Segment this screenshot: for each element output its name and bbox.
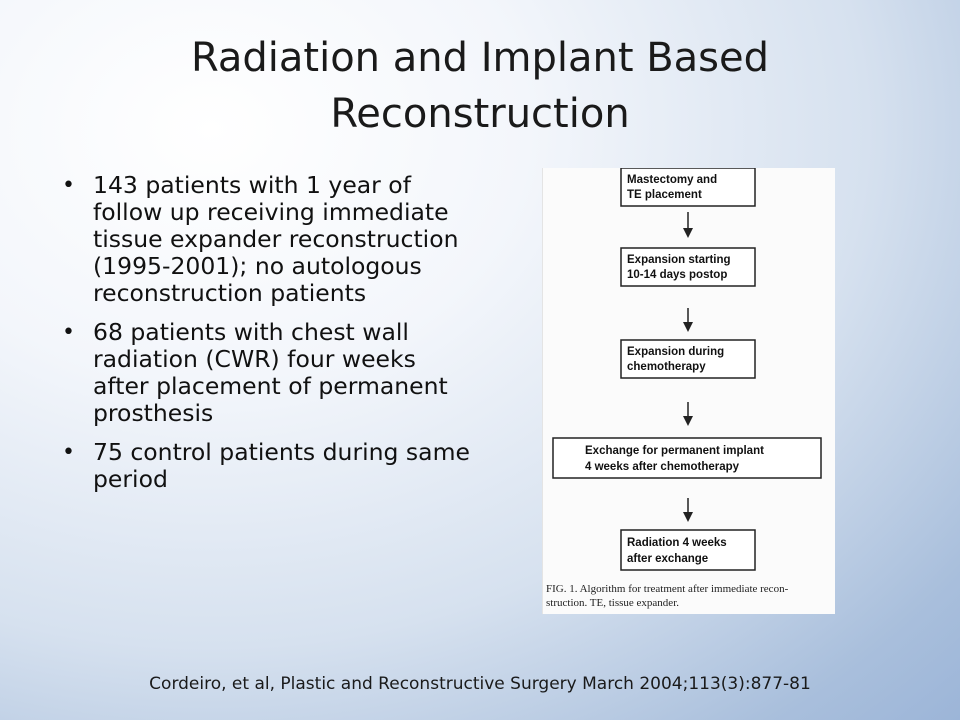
step-1-line-2: TE placement bbox=[627, 189, 702, 201]
bullet-text: 143 patients with 1 year of follow up receiving immediate tissue expander reconstruction (1995-2001); no autologous reconstruction patients bbox=[93, 171, 459, 307]
step-4-line-1: Exchange for permanent implant bbox=[585, 445, 764, 457]
bullet-item bbox=[60, 172, 470, 307]
step-5-line-2: after exchange bbox=[627, 553, 709, 565]
step-2-line-1: Expansion starting bbox=[627, 254, 731, 266]
step-4-line-2: 4 weeks after chemotherapy bbox=[585, 461, 740, 473]
bullet-dot: • bbox=[62, 173, 75, 198]
arrow-3-head bbox=[683, 416, 693, 426]
step-3-line-2: chemotherapy bbox=[627, 361, 706, 373]
bullet-dot: • bbox=[62, 320, 75, 345]
arrow-1-head bbox=[683, 228, 693, 238]
title-line-1: Radiation and Implant Based bbox=[190, 35, 770, 81]
bullet-text: 75 control patients during same period bbox=[93, 438, 470, 493]
slide-title bbox=[60, 30, 900, 142]
citation: Cordeiro, et al, Plastic and Reconstructive Surgery March 2004;113(3):877-81 bbox=[149, 674, 811, 694]
arrow-4-head bbox=[683, 512, 693, 522]
flowchart-figure bbox=[542, 168, 835, 614]
bullet-dot: • bbox=[62, 440, 75, 465]
figure-caption-line-2: struction. TE, tissue expander. bbox=[546, 597, 679, 609]
bullet-text: 68 patients with chest wall radiation (CWR) four weeks after placement of permanent prosthesis bbox=[93, 318, 448, 427]
bullet-item bbox=[60, 439, 470, 493]
step-2-line-2: 10-14 days postop bbox=[627, 269, 728, 281]
step-5-line-1: Radiation 4 weeks bbox=[627, 537, 727, 549]
bullet-list bbox=[60, 172, 470, 505]
arrow-2-head bbox=[683, 322, 693, 332]
title-line-2: Reconstruction bbox=[330, 91, 630, 137]
flowchart-svg bbox=[543, 168, 835, 614]
step-3-line-1: Expansion during bbox=[627, 346, 725, 358]
step-1-line-1: Mastectomy and bbox=[627, 174, 718, 186]
figure-caption-line-1: FIG. 1. Algorithm for treatment after immediate recon- bbox=[546, 583, 789, 595]
bullet-item bbox=[60, 319, 470, 427]
